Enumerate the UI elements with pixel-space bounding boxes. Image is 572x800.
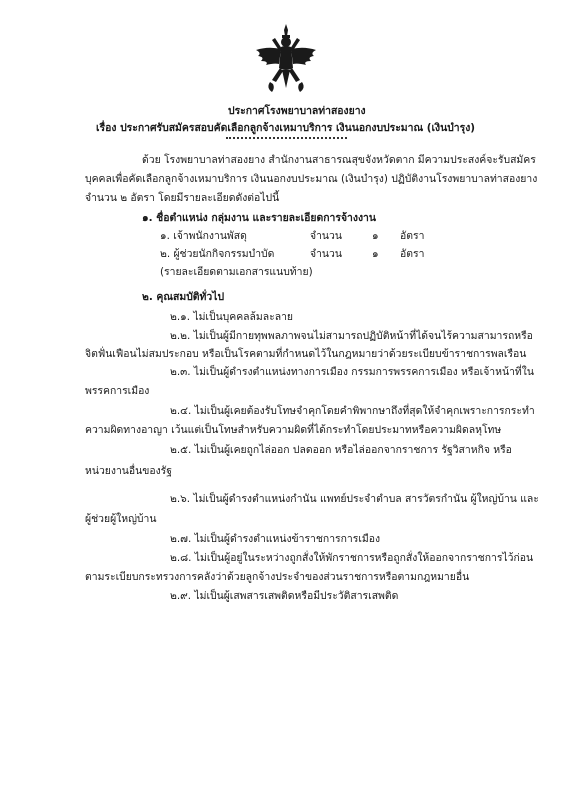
qualification-item: ๒.๘. ไม่เป็นผู้อยู่ในระหว่างถูกสั่งให้พักราชการหรือถูกสั่งให้ออกจากราชการไว้ก่อน (170, 552, 534, 564)
position-count-label: จำนวน (310, 230, 342, 242)
intro-line-1: ด้วย โรงพยาบาลท่าสองยาง สำนักงานสาธารณสุขจังหวัดตาก มีความประสงค์จะรับสมัคร (142, 154, 536, 166)
section-1-heading: ๑. ชื่อตำแหน่ง กลุ่มงาน และรายละเอียดการจ้างงาน (142, 212, 376, 224)
document-title: ประกาศโรงพยาบาลท่าสองยาง (228, 105, 366, 117)
position-count: ๑ (372, 230, 379, 242)
intro-line-2: บุคคลเพื่อคัดเลือกลูกจ้างเหมาบริการ เงินนอกงบประมาณ (เงินบำรุง) ปฏิบัติงานโรงพยาบาลท่าสองยาง (85, 173, 538, 185)
qualification-item-continuation: พรรคการเมือง (85, 385, 150, 397)
position-count-label: จำนวน (310, 248, 342, 260)
document-subject: เรื่อง ประกาศรับสมัครสอบคัดเลือกลูกจ้างเหมาบริการ เงินนอกงบประมาณ (เงินบำรุง) (96, 122, 476, 134)
dotted-divider (226, 137, 347, 139)
qualification-item: ๒.๔. ไม่เป็นผู้เคยต้องรับโทษจำคุกโดยคำพิพากษาถึงที่สุดให้จำคุกเพราะการกระทำ (170, 405, 535, 417)
qualification-item: ๒.๒. ไม่เป็นผู้มีกายทุพพลภาพจนไม่สามารถปฏิบัติหน้าที่ได้จนไร้ความสามารถหรือ (170, 330, 533, 342)
position-unit: อัตรา (400, 230, 425, 242)
qualification-item: ๒.๑. ไม่เป็นบุคคลล้มละลาย (170, 311, 293, 323)
position-unit: อัตรา (400, 248, 425, 260)
qualification-item: ๒.๗. ไม่เป็นผู้ดำรงตำแหน่งข้าราชการการเมือง (170, 533, 381, 545)
qualification-item-continuation: ผู้ช่วยผู้ใหญ่บ้าน (85, 513, 157, 525)
qualification-item: ๒.๕. ไม่เป็นผู้เคยถูกไล่ออก ปลดออก หรือไล่ออกจากราชการ รัฐวิสาหกิจ หรือ (170, 444, 512, 456)
position-name: ๒. ผู้ช่วยนักกิจกรรมบำบัด (160, 248, 275, 260)
intro-line-3: จำนวน ๒ อัตรา โดยมีรายละเอียดดังต่อไปนี้ (85, 192, 280, 204)
position-name: ๑. เจ้าพนักงานพัสดุ (160, 230, 247, 242)
qualification-item-continuation: ความผิดทางอาญา เว้นแต่เป็นโทษสำหรับความผิดที่ได้กระทำโดยประมาทหรือความผิดลหุโทษ (85, 424, 502, 436)
section-2-heading: ๒. คุณสมบัติทั่วไป (142, 291, 225, 303)
qualification-item-continuation: ตามระเบียบกระทรวงการคลังว่าด้วยลูกจ้างประจำของส่วนราชการหรือตามกฎหมายอื่น (85, 571, 470, 583)
qualification-item: ๒.๖. ไม่เป็นผู้ดำรงตำแหน่งกำนัน แพทย์ประจำตำบล สารวัตรกำนัน ผู้ใหญ่บ้าน และ (170, 493, 539, 505)
qualification-item-continuation: จิตฟั่นเฟือนไม่สมประกอบ หรือเป็นโรคตามที่กำหนดไว้ในกฎหมายว่าด้วยระเบียบข้าราชการพลเรือน (85, 348, 527, 360)
garuda-emblem-icon (248, 22, 324, 98)
qualification-item: ๒.๙. ไม่เป็นผู้เสพสารเสพติดหรือมีประวัติสารเสพติด (170, 590, 399, 602)
qualification-item: ๒.๓. ไม่เป็นผู้ดำรงตำแหน่งทางการเมือง กรรมการพรรคการเมือง หรือเจ้าหน้าที่ใน (170, 366, 534, 378)
qualification-item-continuation: หน่วยงานอื่นของรัฐ (85, 465, 172, 477)
attachment-note: (รายละเอียดตามเอกสารแนบท้าย) (160, 266, 313, 278)
position-count: ๑ (372, 248, 379, 260)
